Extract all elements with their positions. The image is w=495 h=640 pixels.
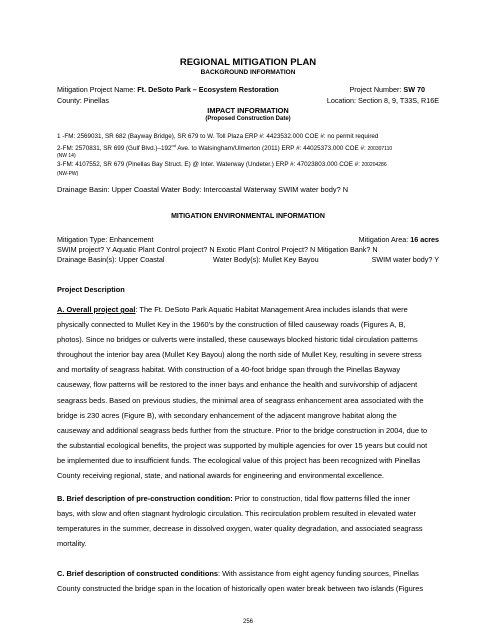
- fm-line-3: [57, 161, 439, 168]
- document-title: REGIONAL MITIGATION PLAN: [179, 57, 317, 68]
- paragraph-c: [57, 566, 439, 596]
- paragraph-a-line: and mortality of seagrass habitat. With construction of a 40-foot bridge span through the Pinellas Bayway: [57, 365, 401, 375]
- fm2-part-a: 2-FM: 2570831, SR 699 (Gulf Blvd.)–192: [57, 145, 172, 153]
- fm2-sup: nd: [171, 143, 176, 148]
- impact-title: IMPACT INFORMATION: [207, 106, 289, 115]
- mitigation-drain-basin: Drainage Basin(s): Upper Coastal: [57, 255, 165, 264]
- mitigation-water-body: Water Body(s): Mullet Key Bayou: [213, 255, 319, 264]
- paragraph-b-head: B. Brief description of pre-construction condition:: [57, 494, 233, 503]
- project-number-label: Project Number:: [349, 85, 402, 94]
- paragraph-b-line: temperatures in the summer, decrease in dissolved oxygen, water quality degradation, and associated seagrass: [57, 524, 423, 534]
- paragraph-a: [57, 302, 439, 483]
- project-name-label: Mitigation Project Name:: [57, 85, 136, 94]
- paragraph-a-text: : The Ft. DeSoto Park Aquatic Habitat Management Area includes islands that were: [135, 305, 408, 314]
- county-location-row: [57, 96, 439, 105]
- paragraph-b: [57, 491, 439, 551]
- paragraph-c-text: : With assistance from eight agency funding sources, Pinellas: [217, 569, 419, 578]
- mitigation-area-value: 16 acres: [410, 235, 439, 244]
- fm-line-2: [57, 143, 439, 152]
- project-name-value: Ft. DeSoto Park – Ecosystem Restoration: [137, 85, 279, 94]
- mitigation-swim-line: SWIM project? Y Aquatic Plant Control project? N Exotic Plant Control Project? N Mitigation Bank? N: [57, 245, 378, 254]
- fm3-part-c: (NW-PW): [57, 171, 79, 177]
- project-number: [349, 85, 425, 94]
- mitigation-type: Mitigation Type: Enhancement: [57, 235, 154, 244]
- project-number-value: SW 70: [403, 85, 425, 94]
- paragraph-b-line: mortality.: [57, 539, 87, 549]
- fm2-part-d: (NW 14): [57, 153, 76, 159]
- location: Location: Section 8, 9, T33S, R16E: [326, 96, 439, 105]
- paragraph-a-line: County receiving regional, state, and national awards for engineering and environmental excellence.: [57, 471, 385, 481]
- county: County: Pinellas: [57, 96, 109, 105]
- paragraph-a-line: throughout the interior bay area (Mullet Key Bayou) along the north side of Mullet Key, resulting in severe stress: [57, 350, 422, 360]
- impact-subtitle: (Proposed Construction Date): [205, 116, 291, 122]
- paragraph-c-head: C. Brief description of constructed conditions: [57, 569, 218, 578]
- paragraph-a-line: causeway and additional seagrass beds further from the structure. Prior to the bridge construction in 2004, due to: [57, 425, 428, 435]
- project-name-row: [57, 85, 439, 94]
- paragraph-a-head: A. Overall project goal: [57, 305, 136, 314]
- paragraph-b-text: Prior to construction, tidal flow patterns filled the inner: [232, 494, 411, 503]
- fm-line-1: 1 -FM: 2569031, SR 682 (Bayway Bridge), SR 679 to W. Toll Plaza ERP #: 4423532.000 COE #: no permit required: [57, 133, 379, 140]
- paragraph-a-line: [57, 302, 439, 317]
- paragraph-a-line: causeway, flow patterns will be restored to the inner bays and enhance the health and survivorship of adjacent: [57, 380, 418, 390]
- page-number: 256: [242, 619, 253, 625]
- paragraph-a-line: the substantial ecological benefits, the project was supported by multiple agencies for over 15 years but could not: [57, 440, 428, 450]
- mitigation-drainage-row: [57, 255, 439, 264]
- project-description-heading: Project Description: [57, 285, 125, 294]
- mitigation-area: [359, 235, 439, 244]
- paragraph-c-line: [57, 566, 439, 581]
- paragraph-a-line: physically connected to Mullet Key in the 1960’s by the construction of filled causeway roads (Figures A, B,: [57, 320, 406, 330]
- mitigation-area-label: Mitigation Area:: [358, 235, 411, 244]
- mitigation-swim-body: SWIM water body? Y: [371, 255, 439, 264]
- document-subtitle: BACKGROUND INFORMATION: [200, 69, 296, 76]
- fm2-part-c: 200307110: [367, 146, 393, 153]
- paragraph-a-line: seagrass beds. Based on previous studies, the minimal area of seagrass enhancement area associated with the: [57, 395, 424, 405]
- paragraph-a-line: bridge is 230 acres (Figure B), with secondary enhancement of the adjacent mangrove habitat along the: [57, 410, 397, 420]
- fm3-part-a: 3-FM: 4107552, SR 679 (Pinellas Bay Struct. E) @ Inter. Waterway (Undeter.) ERP #: 47023803.000 COE #:: [57, 161, 362, 168]
- paragraph-a-line: photos). Since no bridges or culverts were installed, these causeways blocked historic tidal circulation patterns: [57, 335, 418, 345]
- paragraph-a-line: be implemented due to insufficient funds. The ecological value of this project has been recognized with Pinellas: [57, 455, 421, 465]
- mitigation-type-row: [57, 235, 439, 244]
- paragraph-b-line: bays, with slow and often stagnant hydrologic circulation. This recirculation problem resulted in elevated water: [57, 509, 416, 519]
- paragraph-c-line: County constructed the bridge span in the location of historically open water break between two islands (Figures: [57, 584, 424, 594]
- fm2-part-b: Ave. to Walsingham/Ulmerton (2011) ERP #: 44025373.000 COE #:: [175, 145, 368, 153]
- impact-drainage: Drainage Basin: Upper Coastal Water Body: Intercoastal Waterway SWIM water body? N: [57, 185, 349, 194]
- fm3-part-b: 200204286: [361, 162, 387, 168]
- paragraph-b-line: [57, 491, 439, 506]
- mitigation-title: MITIGATION ENVIRONMENTAL INFORMATION: [171, 213, 325, 220]
